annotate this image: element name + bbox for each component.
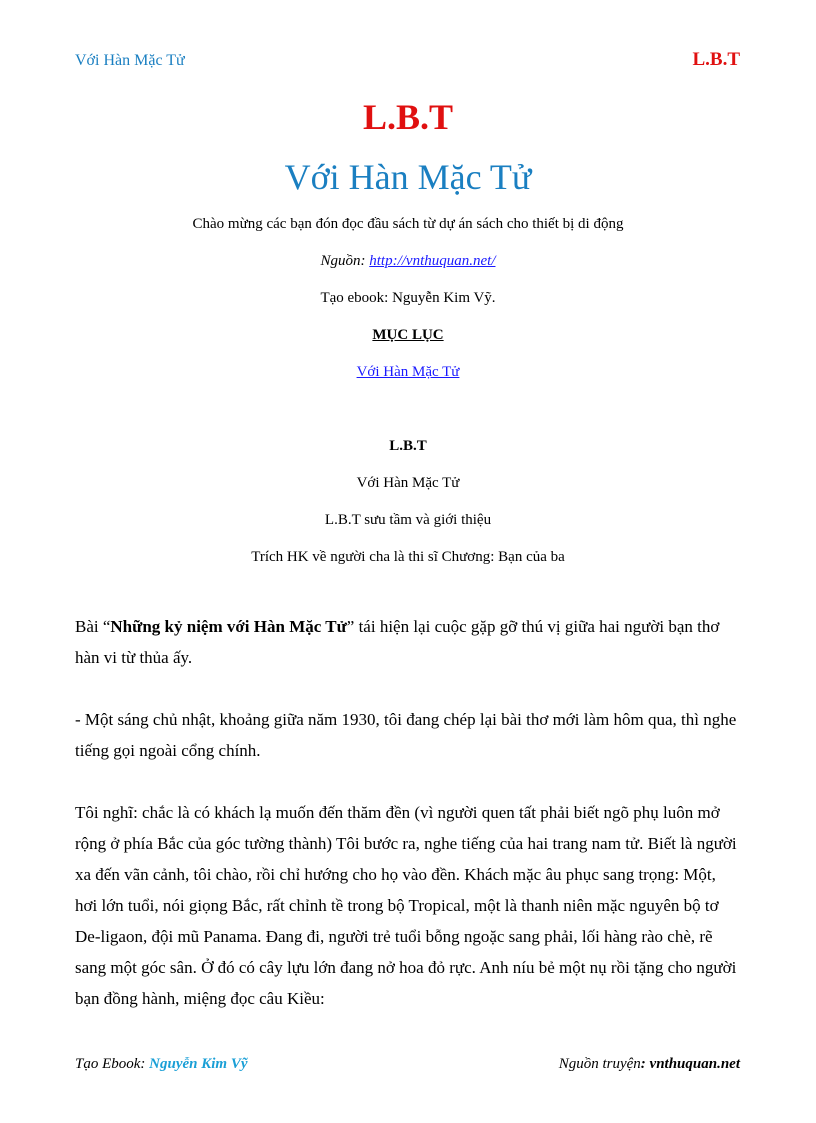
footer-creator-label: Tạo Ebook: [75, 1056, 141, 1072]
footer-source: [559, 1056, 740, 1073]
footer-creator: [75, 1056, 248, 1073]
body-paragraph-2: - Một sáng chủ nhật, khoảng giữa năm 1930, tôi đang chép lại bài thơ mới làm hôm qua, thì nghe tiếng gọi ngoài cổng chính.: [75, 710, 737, 760]
footer-source-label: Nguồn truyện: [558, 1056, 641, 1072]
body-paragraph-1: [75, 611, 741, 673]
title-book: Với Hàn Mặc Tử: [284, 157, 532, 197]
footer-creator-sep: :: [140, 1056, 150, 1072]
ebook-creator: Tạo ebook: Nguyễn Kim Vỹ.: [320, 290, 496, 306]
subtitle-book: Với Hàn Mặc Tử: [356, 475, 460, 491]
p1-post: ” tái hiện lại cuộc gặp gỡ thú vị giữa hai người bạn thơ hàn vi từ thủa ấy.: [75, 617, 720, 667]
footer-source-site: vnthuquan.net: [649, 1056, 740, 1072]
header-author: L.B.T: [692, 49, 740, 70]
toc-item-link[interactable]: Với Hàn Mặc Tử: [356, 364, 460, 380]
source-line: [0, 253, 816, 270]
header-book-title: Với Hàn Mặc Tử: [75, 52, 185, 69]
body-paragraph-3: Tôi nghĩ: chắc là có khách lạ muốn đến thăm đền (vì người quen tất phải biết ngõ phụ luôn mở rộng ở phía Bắc của góc tường thành) Tôi bước ra, nghe tiếng của hai trang nam tử. Biết là người xa đến vãn cảnh, tôi chào, rồi chỉ hướng cho họ vào đền. Khách mặc âu phục sang trọng: Một, hơi lớn tuổi, nói giọng Bắc, rất chỉnh tề trong bộ Tropical, một là thanh niên mặc nguyên bộ tơ De-ligaon, đội mũ Panama. Đang đi, người trẻ tuổi bỗng ngoặc sang phải, lối hàng rào chè, rẽ sang một góc sân. Ở đó có cây lựu lớn đang nở hoa đỏ rực. Anh níu bẻ một nụ rồi tặng cho người bạn đồng hành, miệng đọc câu Kiều:: [75, 803, 737, 1008]
title-author: L.B.T: [362, 97, 454, 137]
p1-bold-title: Những kỷ niệm với Hàn Mặc Tử: [110, 617, 347, 636]
source-link[interactable]: http://vnthuquan.net/: [369, 253, 496, 269]
toc-heading: MỤC LỤC: [372, 327, 444, 343]
welcome-text: Chào mừng các bạn đón đọc đầu sách từ dự án sách cho thiết bị di động: [192, 216, 624, 232]
source-label: Nguồn:: [320, 253, 370, 269]
footer-source-sep: :: [640, 1056, 650, 1072]
p1-pre: Bài “: [75, 617, 111, 636]
subtitle-intro: L.B.T sưu tầm và giới thiệu: [324, 512, 492, 528]
subtitle-excerpt: Trích HK về người cha là thi sĩ Chương: Bạn của ba: [251, 549, 565, 565]
subtitle-author: L.B.T: [389, 438, 427, 454]
footer-creator-name: Nguyễn Kim Vỹ: [149, 1056, 248, 1072]
